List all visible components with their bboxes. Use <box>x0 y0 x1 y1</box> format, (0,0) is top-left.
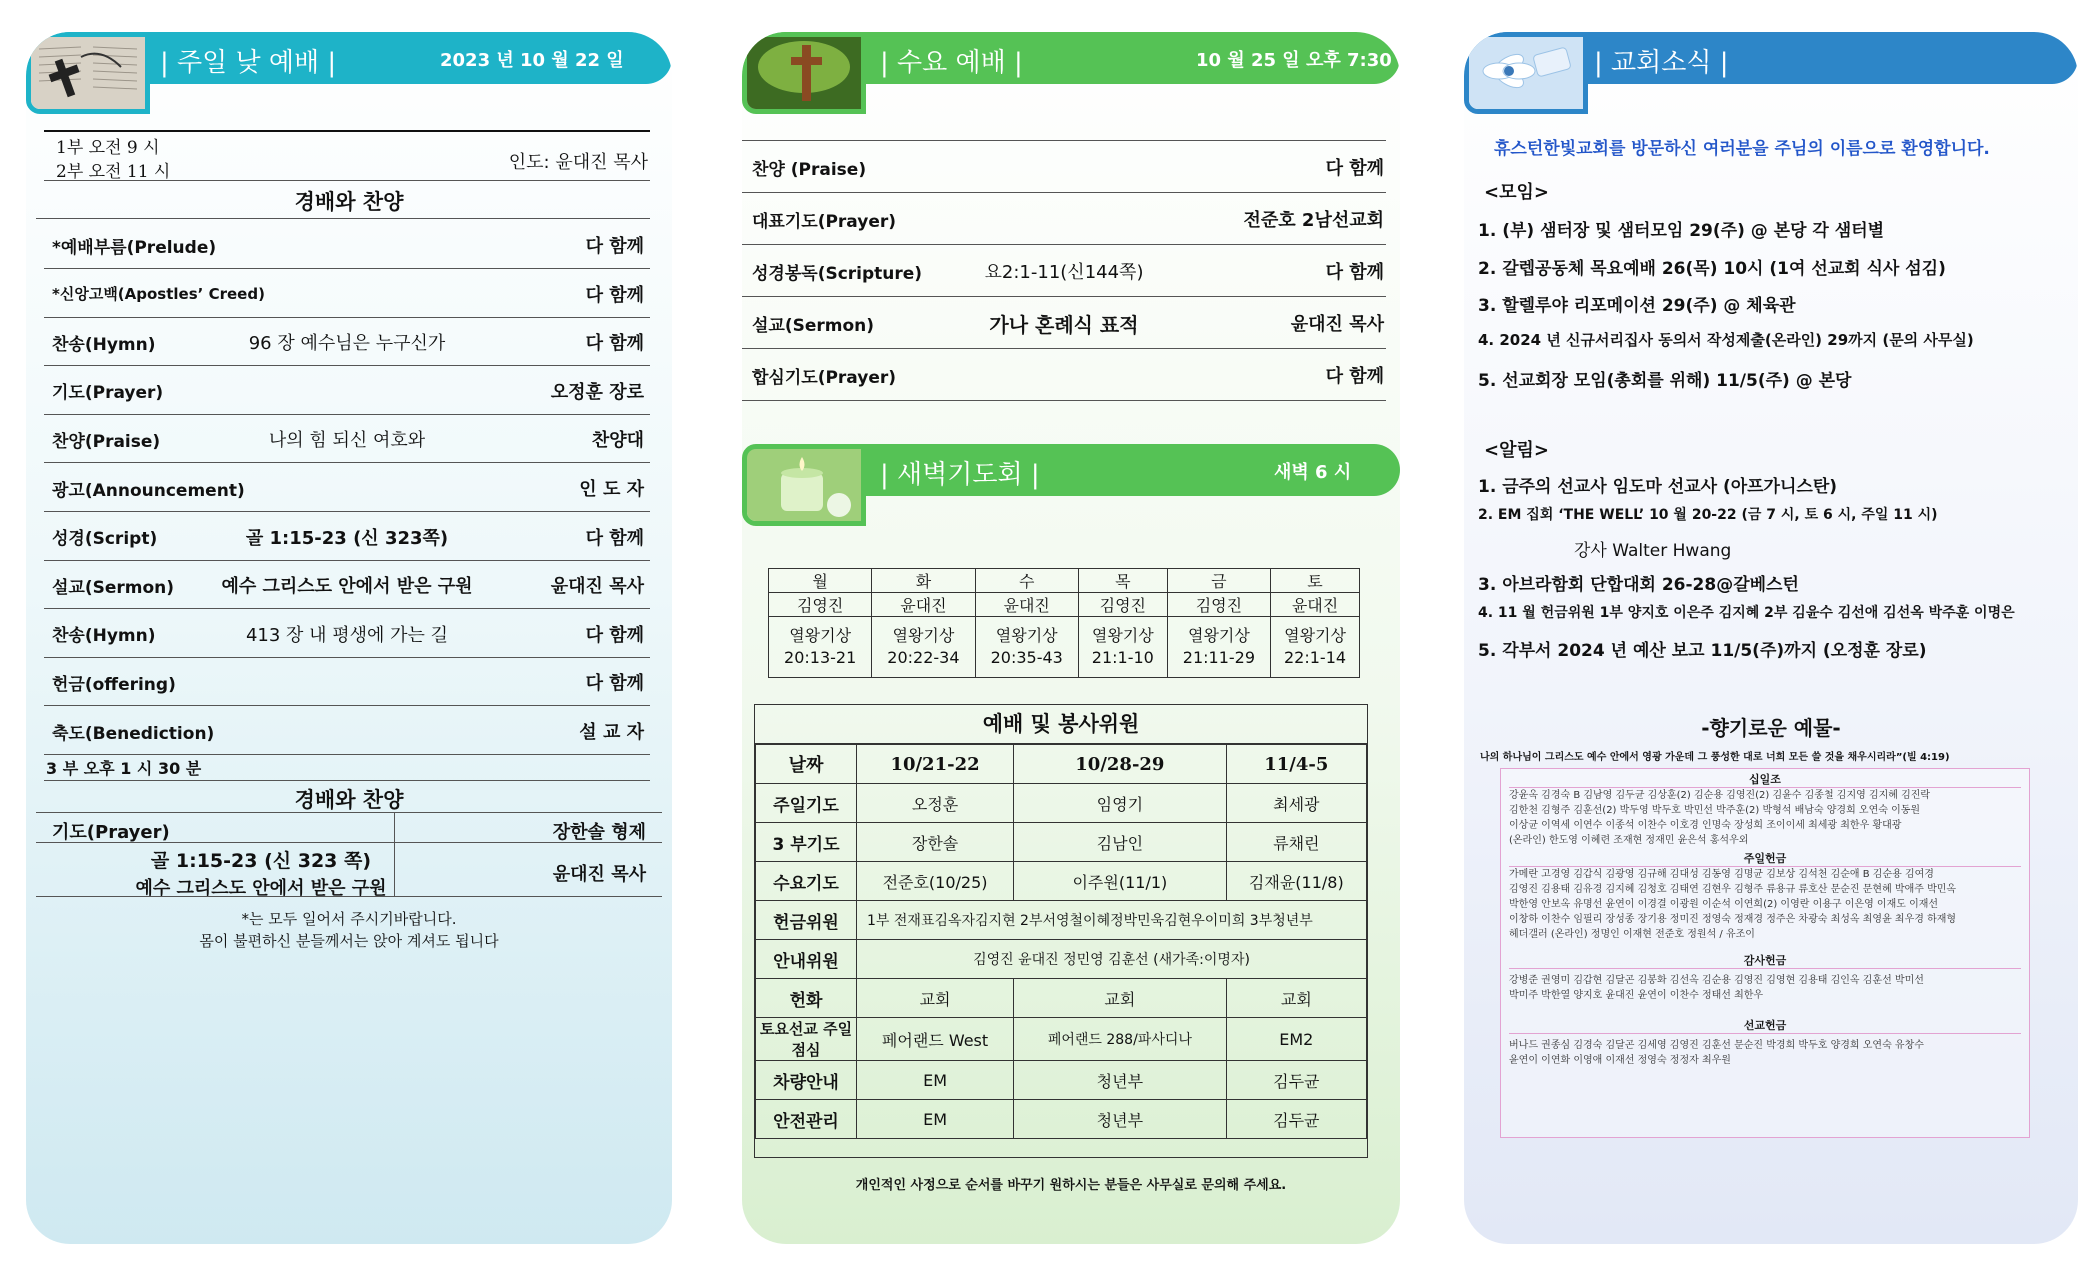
dawn-verse: 21:1-10 <box>1091 648 1154 667</box>
sermon-3-preacher: 윤대진 목사 <box>552 864 646 885</box>
bible-cross-image <box>26 32 150 114</box>
dawn-time: 새벽 6 시 <box>1274 462 1352 483</box>
volunteers-cell: 페어랜드 288/파사디나 <box>1014 1018 1227 1061</box>
order-leader: 다 함께 <box>1325 158 1384 179</box>
order-detail: 요2:1-11(신144쪽) <box>984 262 1144 283</box>
notice-item: 3. 아브라함회 단합대회 26-28@갈베스턴 <box>1478 575 1799 595</box>
sunday-section-title: 경배와 찬양 <box>294 190 404 214</box>
dawn-passage <box>769 617 872 678</box>
service-3-time: 3 부 오후 1 시 30 분 <box>46 759 202 778</box>
dawn-verse: 22:1-14 <box>1283 648 1347 667</box>
dawn-leader: 윤대진 <box>1271 593 1360 617</box>
volunteers-header-cell: 11/4-5 <box>1226 745 1366 784</box>
order-leader: 다 함께 <box>585 673 644 695</box>
sunday-order-row <box>44 368 650 415</box>
sunday-order-row <box>44 416 650 463</box>
order-label: 기도(Prayer) <box>52 383 164 404</box>
sunday-order-row <box>44 319 650 366</box>
order-detail: 413 장 내 평생에 가는 길 <box>245 624 449 646</box>
order-leader: 다 함께 <box>585 527 644 549</box>
dawn-book: 열왕기상 <box>892 626 955 645</box>
dawn-passages-row <box>769 617 1360 678</box>
volunteers-span-cell: 1부 전재표김옥자김지현 2부서영철이혜정박민욱김현우이미희 3부청년부 <box>857 901 1367 940</box>
donor-line: 김한천 김형주 김훈선(2) 박두영 박두호 박민선 박주훈(2) 박형석 배남숙 양경희 오연숙 이동원 <box>1509 805 1921 816</box>
donor-line: 박미주 박한열 양지호 윤대진 윤연이 이찬수 정태선 최한우 <box>1509 990 1764 1001</box>
order-leader: 전준호 2남선교회 <box>1243 210 1384 231</box>
order-label: 찬양(Praise) <box>52 431 161 452</box>
sunday-order-row <box>44 562 650 609</box>
order-label: 찬양 (Praise) <box>752 159 867 180</box>
dawn-leader: 김영진 <box>769 593 872 617</box>
volunteers-row <box>756 862 1367 901</box>
order-leader: 다 함께 <box>1325 366 1384 387</box>
notice-item: 강사 Walter Hwang <box>1574 541 1732 561</box>
order-leader: 다 함께 <box>1325 262 1384 283</box>
volunteers-span-cell: 김영진 윤대진 정민영 김훈선 (새가족:이명자) <box>857 940 1367 979</box>
dawn-day: 토 <box>1271 569 1360 593</box>
volunteers-role: 헌금위원 <box>756 901 857 940</box>
order-label: 성경봉독(Scripture) <box>752 263 923 284</box>
sunday-order-row <box>44 271 650 318</box>
sermon-3-title: 예수 그리스도 안에서 받은 구원 <box>135 878 387 899</box>
donor-line: 박한영 안보옥 유명선 윤연이 이경결 이광원 이순석 이연희(2) 이영란 이용구 이은영 이재도 이재선 <box>1509 899 1939 910</box>
order-leader: 다 함께 <box>585 624 644 646</box>
wednesday-time: 10 월 25 일 오후 7:30 <box>1196 50 1392 71</box>
volunteers-row <box>756 940 1367 979</box>
meeting-item: 2. 갈렙공동체 목요예배 26(목) 10시 (1여 선교회 식사 섬김) <box>1478 258 1946 279</box>
meeting-item: 3. 할렐루야 리포메이션 29(주) @ 체육관 <box>1478 296 1796 316</box>
order-leader: 다 함께 <box>585 333 644 355</box>
meeting-item: 5. 선교회장 모임(총회를 위해) 11/5(주) @ 본당 <box>1478 371 1852 391</box>
donor-line: 버나드 권종심 김경숙 김달곤 김세영 김영진 김훈선 문순진 박경희 박두호 양경희 오연숙 유창수 <box>1509 1040 1924 1051</box>
wednesday-order-row <box>742 298 1386 349</box>
dawn-schedule-table <box>768 568 1360 678</box>
volunteers-cell: 교회 <box>857 979 1014 1018</box>
dawn-book: 열왕기상 <box>1284 626 1346 645</box>
dawn-verse: 20:22-34 <box>887 648 960 667</box>
order-label: 설교(Sermon) <box>52 577 175 598</box>
notice-item: 2. EM 집회 ‘THE WELL’ 10 월 20-22 (금 7 시, 토 6 시, 주일 11 시) <box>1478 507 1938 523</box>
wednesday-order-row <box>742 142 1386 193</box>
sunday-section-title-2: 경배와 찬양 <box>294 788 404 812</box>
volunteers-role: 헌화 <box>756 979 857 1018</box>
volunteers-role: 주일기도 <box>756 784 857 823</box>
volunteers-row <box>756 784 1367 823</box>
church-news-panel <box>1464 32 2078 1244</box>
scripture-3: 골 1:15-23 (신 323 쪽) <box>150 850 372 872</box>
volunteers-cell: 교회 <box>1226 979 1366 1018</box>
sunday-order-row <box>44 465 650 512</box>
offering-verse: 나의 하나님이 그리스도 예수 안에서 영광 가운데 그 풍성한 대로 너희 모든 쓸 것을 채우시리라”(빌 4:19) <box>1480 752 1950 763</box>
notice-item: 5. 각부서 2024 년 예산 보고 11/5(주)까지 (오정훈 장로) <box>1478 641 1927 661</box>
sunday-date: 2023 년 10 월 22 일 <box>440 50 624 71</box>
order-detail: 예수 그리스도 안에서 받은 구원 <box>221 576 473 598</box>
notices-title: <알림> <box>1484 440 1549 461</box>
order-label: 헌금(offering) <box>52 674 176 695</box>
order-detail: 골 1:15-23 (신 323쪽) <box>245 527 449 549</box>
volunteers-cell: EM <box>857 1100 1014 1139</box>
dawn-book: 열왕기상 <box>1187 626 1250 645</box>
order-leader: 설 교 자 <box>579 722 644 743</box>
dawn-book: 열왕기상 <box>789 626 852 645</box>
dawn-book: 열왕기상 <box>1091 626 1154 645</box>
service-leader: 인도: 윤대진 목사 <box>508 152 648 173</box>
offering-list-box <box>1500 768 2030 1138</box>
volunteers-cell: 류채린 <box>1226 823 1366 862</box>
volunteers-role: 토요선교 주일점심 <box>756 1018 857 1061</box>
volunteers-box <box>754 704 1368 1158</box>
volunteers-cell: EM2 <box>1226 1018 1366 1061</box>
donor-line: 가메란 고경영 김갑식 김광영 김규해 김대성 김동영 김명균 김보상 김석천 김순애 B 김순용 김여경 <box>1509 869 1934 880</box>
prayer-3-label: 기도(Prayer) <box>52 822 170 843</box>
wednesday-order-row <box>742 194 1386 245</box>
volunteers-cell: 김남인 <box>1014 823 1227 862</box>
dawn-day: 월 <box>769 569 872 593</box>
service-1-time: 1부 오전 9 시 <box>56 138 160 158</box>
order-label: 성경(Script) <box>52 529 158 550</box>
order-detail: 나의 힘 되신 여호와 <box>268 430 426 452</box>
volunteers-title: 예배 및 봉사위원 <box>755 705 1367 744</box>
volunteers-role: 3 부기도 <box>756 823 857 862</box>
volunteers-header-cell: 10/21-22 <box>857 745 1014 784</box>
offering-title: -향기로운 예물- <box>1701 716 1841 740</box>
volunteers-cell: 교회 <box>1014 979 1227 1018</box>
volunteers-role: 차량안내 <box>756 1061 857 1100</box>
sunday-offering-title: 주일헌금 <box>1509 850 2021 867</box>
order-leader: 윤대진 목사 <box>1290 314 1384 335</box>
dawn-day: 금 <box>1167 569 1270 593</box>
sunday-title: | 주일 낮 예배 | <box>160 48 337 78</box>
sunday-order-row <box>44 514 650 561</box>
donor-line: 강병준 권영미 김갑현 김달곤 김봉화 김선옥 김순용 김영진 김영현 김용태 김인옥 김훈선 박미선 <box>1509 975 1924 986</box>
order-label: 찬송(Hymn) <box>52 334 156 355</box>
order-detail: 96 장 예수님은 누구신가 <box>248 333 446 355</box>
dawn-day: 화 <box>872 569 975 593</box>
service-times <box>56 136 170 184</box>
meetings-title: <모임> <box>1484 182 1549 203</box>
volunteers-cell: 오정훈 <box>857 784 1014 823</box>
dawn-leader: 윤대진 <box>872 593 975 617</box>
dawn-verse: 21:11-29 <box>1182 648 1256 667</box>
sunday-rule-5 <box>36 842 662 843</box>
dawn-verse: 20:35-43 <box>990 648 1063 667</box>
dawn-passage <box>1167 617 1270 678</box>
volunteers-cell: 청년부 <box>1014 1100 1227 1139</box>
thanks-offering-names <box>1509 973 2021 1003</box>
volunteers-header-row <box>756 745 1367 784</box>
order-label: *신앙고백(Apostles’ Creed) <box>52 285 265 304</box>
wednesday-order-row <box>742 350 1386 401</box>
sunday-order-row <box>44 659 650 706</box>
dawn-leader: 김영진 <box>1167 593 1270 617</box>
sunday-rule-6 <box>36 896 662 897</box>
wednesday-top-rule <box>742 140 1386 141</box>
volunteers-row <box>756 901 1367 940</box>
wednesday-title: | 수요 예배 | <box>880 48 1023 78</box>
order-leader: 찬양대 <box>591 430 644 452</box>
volunteers-footer: 개인적인 사정으로 순서를 바꾸기 원하시는 분들은 사무실로 문의해 주세요. <box>855 1178 1287 1193</box>
volunteers-row <box>756 1018 1367 1061</box>
volunteers-row <box>756 979 1367 1018</box>
volunteers-cell: 이주원(11/1) <box>1014 862 1227 901</box>
order-label: 광고(Announcement) <box>52 480 245 501</box>
sunday-order-row <box>44 611 650 658</box>
seating-note: 몸이 불편하신 분들께서는 앉아 계셔도 됩니다 <box>199 932 499 950</box>
thanks-offering-title: 감사헌금 <box>1509 952 2021 969</box>
donor-line: 강윤옥 김경숙 B 김남영 김두균 김상훈(2) 김순용 김영진(2) 김윤수 김종철 김지영 김지혜 김진락 <box>1509 790 1931 801</box>
standing-note: *는 모두 일어서 주시기바랍니다. <box>241 910 457 928</box>
order-label: 설교(Sermon) <box>752 315 875 336</box>
sunday-order-row <box>44 708 650 755</box>
sunday-rule-1 <box>44 180 650 181</box>
sunday-order-row <box>44 222 650 269</box>
dawn-title: | 새벽기도회 | <box>880 460 1040 490</box>
wednesday-order-row <box>742 246 1386 297</box>
meeting-item: 4. 2024 년 신규서리집사 동의서 작성제출(온라인) 29까지 (문의 사무실) <box>1478 330 1974 349</box>
volunteers-cell: 페어랜드 West <box>857 1018 1014 1061</box>
dawn-passage <box>872 617 975 678</box>
volunteers-row <box>756 1061 1367 1100</box>
order-leader: 다 함께 <box>585 236 644 257</box>
donor-line: 이창하 이찬수 임필리 장성종 장기용 정미진 정영숙 정재경 정주은 차광숙 최성옥 최영윤 최우경 하재형 <box>1509 914 1957 925</box>
dawn-book: 열왕기상 <box>995 626 1058 645</box>
dawn-leaders-row <box>769 593 1360 617</box>
order-leader: 다 함께 <box>585 284 644 306</box>
dawn-passage <box>975 617 1078 678</box>
sunday-rule-3 <box>44 780 650 781</box>
volunteers-cell: 김두균 <box>1226 1100 1366 1139</box>
notice-item: 4. 11 월 헌금위원 1부 양지호 이은주 김지혜 2부 김윤수 김선애 김선옥 박주훈 이명은 <box>1478 605 2015 621</box>
donor-line: 김영진 김용태 김유경 김지혜 김청호 김태연 김현우 김형주 류용규 류호산 문순진 문현혜 박애주 박민옥 <box>1509 884 1957 895</box>
order-label: *예배부름(Prelude) <box>52 237 217 258</box>
sunday-offering-names <box>1509 867 2021 942</box>
volunteers-header-cell: 날짜 <box>756 745 857 784</box>
wooden-cross-image <box>742 32 866 114</box>
prayer-3-leader: 장한솔 형제 <box>552 822 646 843</box>
mission-offering-title: 선교헌금 <box>1509 1017 2021 1034</box>
volunteers-row <box>756 823 1367 862</box>
donor-line: 헤더갤러 (온라인) 정명인 이재현 전준호 정원석 / 유조이 <box>1509 929 1755 940</box>
sunday-service-panel <box>26 32 672 1244</box>
dawn-leader: 김영진 <box>1078 593 1167 617</box>
tithe-title: 십일조 <box>1509 771 2021 788</box>
order-label: 대표기도(Prayer) <box>752 211 897 232</box>
volunteers-cell: 청년부 <box>1014 1061 1227 1100</box>
candle-image <box>742 444 866 526</box>
volunteers-cell: 장한솔 <box>857 823 1014 862</box>
dawn-verse: 20:13-21 <box>784 648 857 667</box>
volunteers-role: 안내위원 <box>756 940 857 979</box>
dawn-passage <box>1078 617 1167 678</box>
order-leader: 인 도 자 <box>579 479 644 500</box>
meeting-item: 1. (부) 샘터장 및 샘터모임 29(주) @ 본당 각 샘터별 <box>1478 221 1885 241</box>
order-label: 찬송(Hymn) <box>52 626 156 647</box>
dawn-day: 목 <box>1078 569 1167 593</box>
volunteers-header-cell: 10/28-29 <box>1014 745 1227 784</box>
notice-item: 1. 금주의 선교사 임도마 선교사 (아프가니스탄) <box>1478 477 1838 497</box>
dawn-days-row <box>769 569 1360 593</box>
dawn-leader: 윤대진 <box>975 593 1078 617</box>
order-leader: 오정훈 장로 <box>550 381 644 403</box>
donor-line: (온라인) 한도영 이혜련 조재현 정재민 윤은석 홍석우외 <box>1509 835 1749 846</box>
donor-line: 이상균 이역세 이연수 이종석 이찬수 이호경 인명숙 장성희 조이이세 최세광 최한우 황대광 <box>1509 820 1902 831</box>
volunteers-role: 수요기도 <box>756 862 857 901</box>
sunday-rule-2 <box>36 218 650 219</box>
sunday-rule-4 <box>36 812 662 813</box>
mission-offering-names <box>1509 1038 2021 1068</box>
flower-image <box>1464 32 1588 114</box>
volunteers-role: 안전관리 <box>756 1100 857 1139</box>
news-title: | 교회소식 | <box>1594 48 1729 78</box>
volunteers-cell: EM <box>857 1061 1014 1100</box>
donor-line: 윤연이 이연화 이영애 이재선 정영숙 정정자 최우원 <box>1509 1055 1731 1066</box>
sunday-top-rule <box>44 130 650 132</box>
welcome-message: 휴스턴한빛교회를 방문하신 여러분을 주님의 이름으로 환영합니다. <box>1494 139 1990 159</box>
order-detail: 가나 혼례식 표적 <box>989 312 1139 337</box>
tithe-names <box>1509 788 2021 848</box>
volunteers-cell: 김두균 <box>1226 1061 1366 1100</box>
volunteers-cell: 최세광 <box>1226 784 1366 823</box>
volunteers-row <box>756 1100 1367 1139</box>
order-leader: 윤대진 목사 <box>550 576 644 598</box>
volunteers-table <box>755 744 1367 1139</box>
order-label: 축도(Benediction) <box>52 723 215 744</box>
service-2-time: 2부 오전 11 시 <box>56 162 171 182</box>
dawn-day: 수 <box>975 569 1078 593</box>
order-label: 합심기도(Prayer) <box>752 367 897 388</box>
volunteers-cell: 임영기 <box>1014 784 1227 823</box>
volunteers-cell: 김재윤(11/8) <box>1226 862 1366 901</box>
volunteers-cell: 전준호(10/25) <box>857 862 1014 901</box>
wednesday-service-panel <box>742 32 1400 1244</box>
dawn-passage <box>1271 617 1360 678</box>
